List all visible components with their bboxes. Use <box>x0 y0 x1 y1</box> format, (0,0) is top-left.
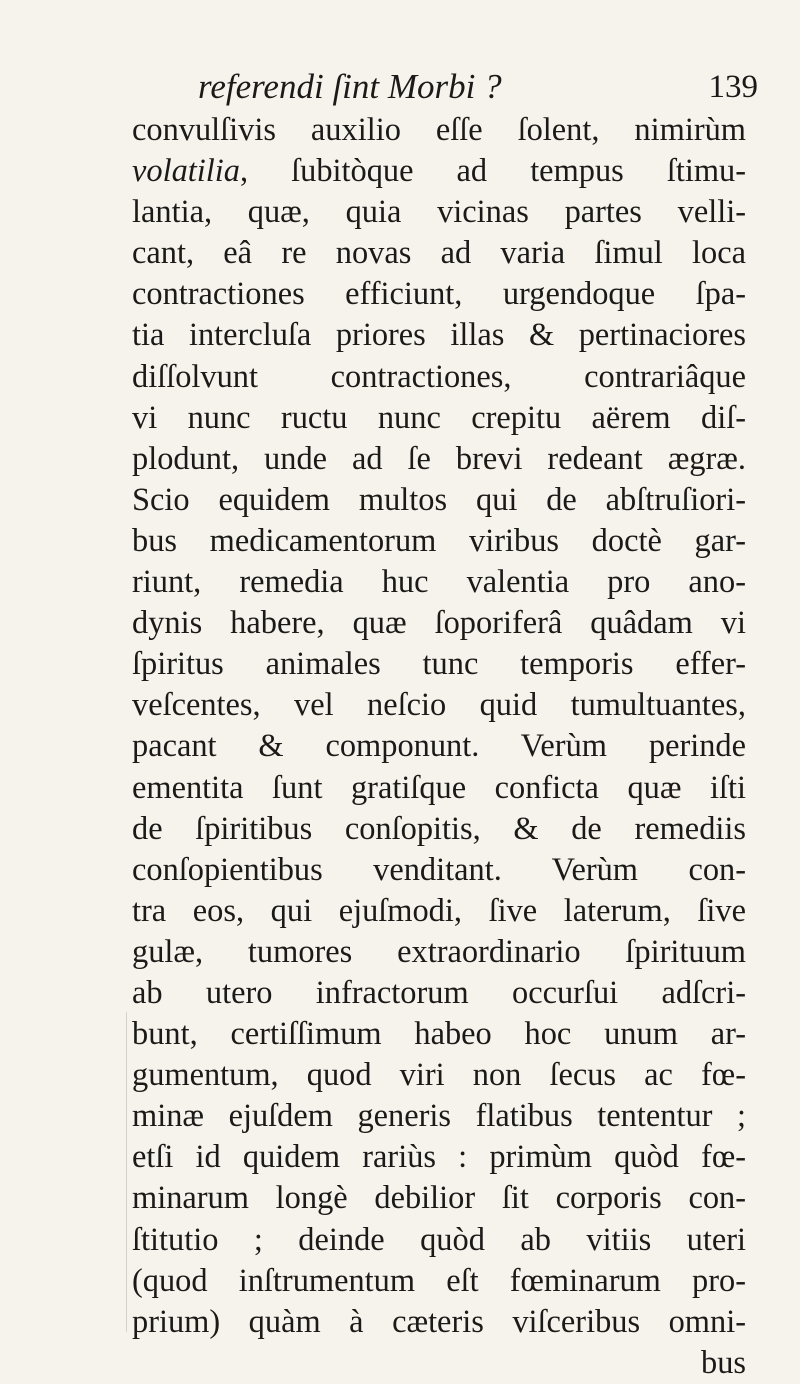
text-line: (quod inſtrumentum eſt fœminarum pro- <box>132 1262 746 1299</box>
text-line: conſopientibus venditant. Verùm con- <box>132 851 746 888</box>
text-line: ſtitutio ; deinde quòd ab vitiis uteri <box>132 1221 746 1258</box>
text-line: dynis habere, quæ ſoporiferâ quâdam vi <box>132 605 746 642</box>
text-line: veſcentes, vel neſcio quid tumultuantes, <box>132 687 746 724</box>
text-line: de ſpiritibus conſopitis, & de remediis <box>132 810 746 847</box>
text-line: convulſivis auxilio eſſe ſolent, nimirùm <box>132 112 746 148</box>
text-line: ab utero infractorum occurſui adſcri- <box>132 974 746 1011</box>
text-line: vi nunc ructu nunc crepitu aërem diſ- <box>132 399 746 436</box>
text-line: minæ ejuſdem generis flatibus tententur ; <box>132 1098 746 1135</box>
catchword: bus <box>701 1344 746 1381</box>
text-line: riunt, remedia huc valentia pro ano- <box>132 564 746 601</box>
text-line: plodunt, unde ad ſe brevi redeant ægræ. <box>132 440 746 477</box>
text-line: gulæ, tumores extraordinario ſpirituum <box>132 933 746 970</box>
text-line: tra eos, qui ejuſmodi, ſive laterum, ſive <box>132 892 746 929</box>
text-line: contractiones efficiunt, urgendoque ſpa- <box>132 276 746 313</box>
text-line: minarum longè debilior ſit corporis con- <box>132 1180 746 1217</box>
text-line: Scio equidem multos qui de abſtruſiori- <box>132 481 746 518</box>
text-line: etſi id quidem rariùs : primùm quòd fœ- <box>132 1139 746 1176</box>
text-line: lantia, quæ, quia vicinas partes velli- <box>132 194 746 231</box>
text-line: diſſolvunt contractiones, contrariâque <box>132 358 746 395</box>
page-edge-shadow <box>126 1012 127 1332</box>
text-line: cant, eâ re novas ad varia ſimul loca <box>132 235 746 272</box>
text-line: tia intercluſa priores illas & pertinaciores <box>132 317 746 354</box>
running-head: referendi ſint Morbi ? <box>198 67 502 106</box>
text-line: volatilia, ſubitòque ad tempus ſtimu- <box>132 153 746 190</box>
emphasis-word: volatilia <box>132 153 240 190</box>
text-line: bunt, certiſſimum habeo hoc unum ar- <box>132 1016 746 1053</box>
page-number: 139 <box>708 69 758 105</box>
text-line: bus medicamentorum viribus doctè gar- <box>132 522 746 559</box>
text-line: ementita ſunt gratiſque conficta quæ iſti <box>132 769 746 806</box>
text-line: gumentum, quod viri non ſecus ac fœ- <box>132 1057 746 1094</box>
text-line: prium) quàm à cæteris viſceribus omni- <box>132 1303 746 1340</box>
text-line: pacant & componunt. Verùm perinde <box>132 728 746 765</box>
body-text <box>132 110 746 1384</box>
text-line: ſpiritus animales tunc temporis effer- <box>132 646 746 683</box>
page-header <box>198 66 758 114</box>
